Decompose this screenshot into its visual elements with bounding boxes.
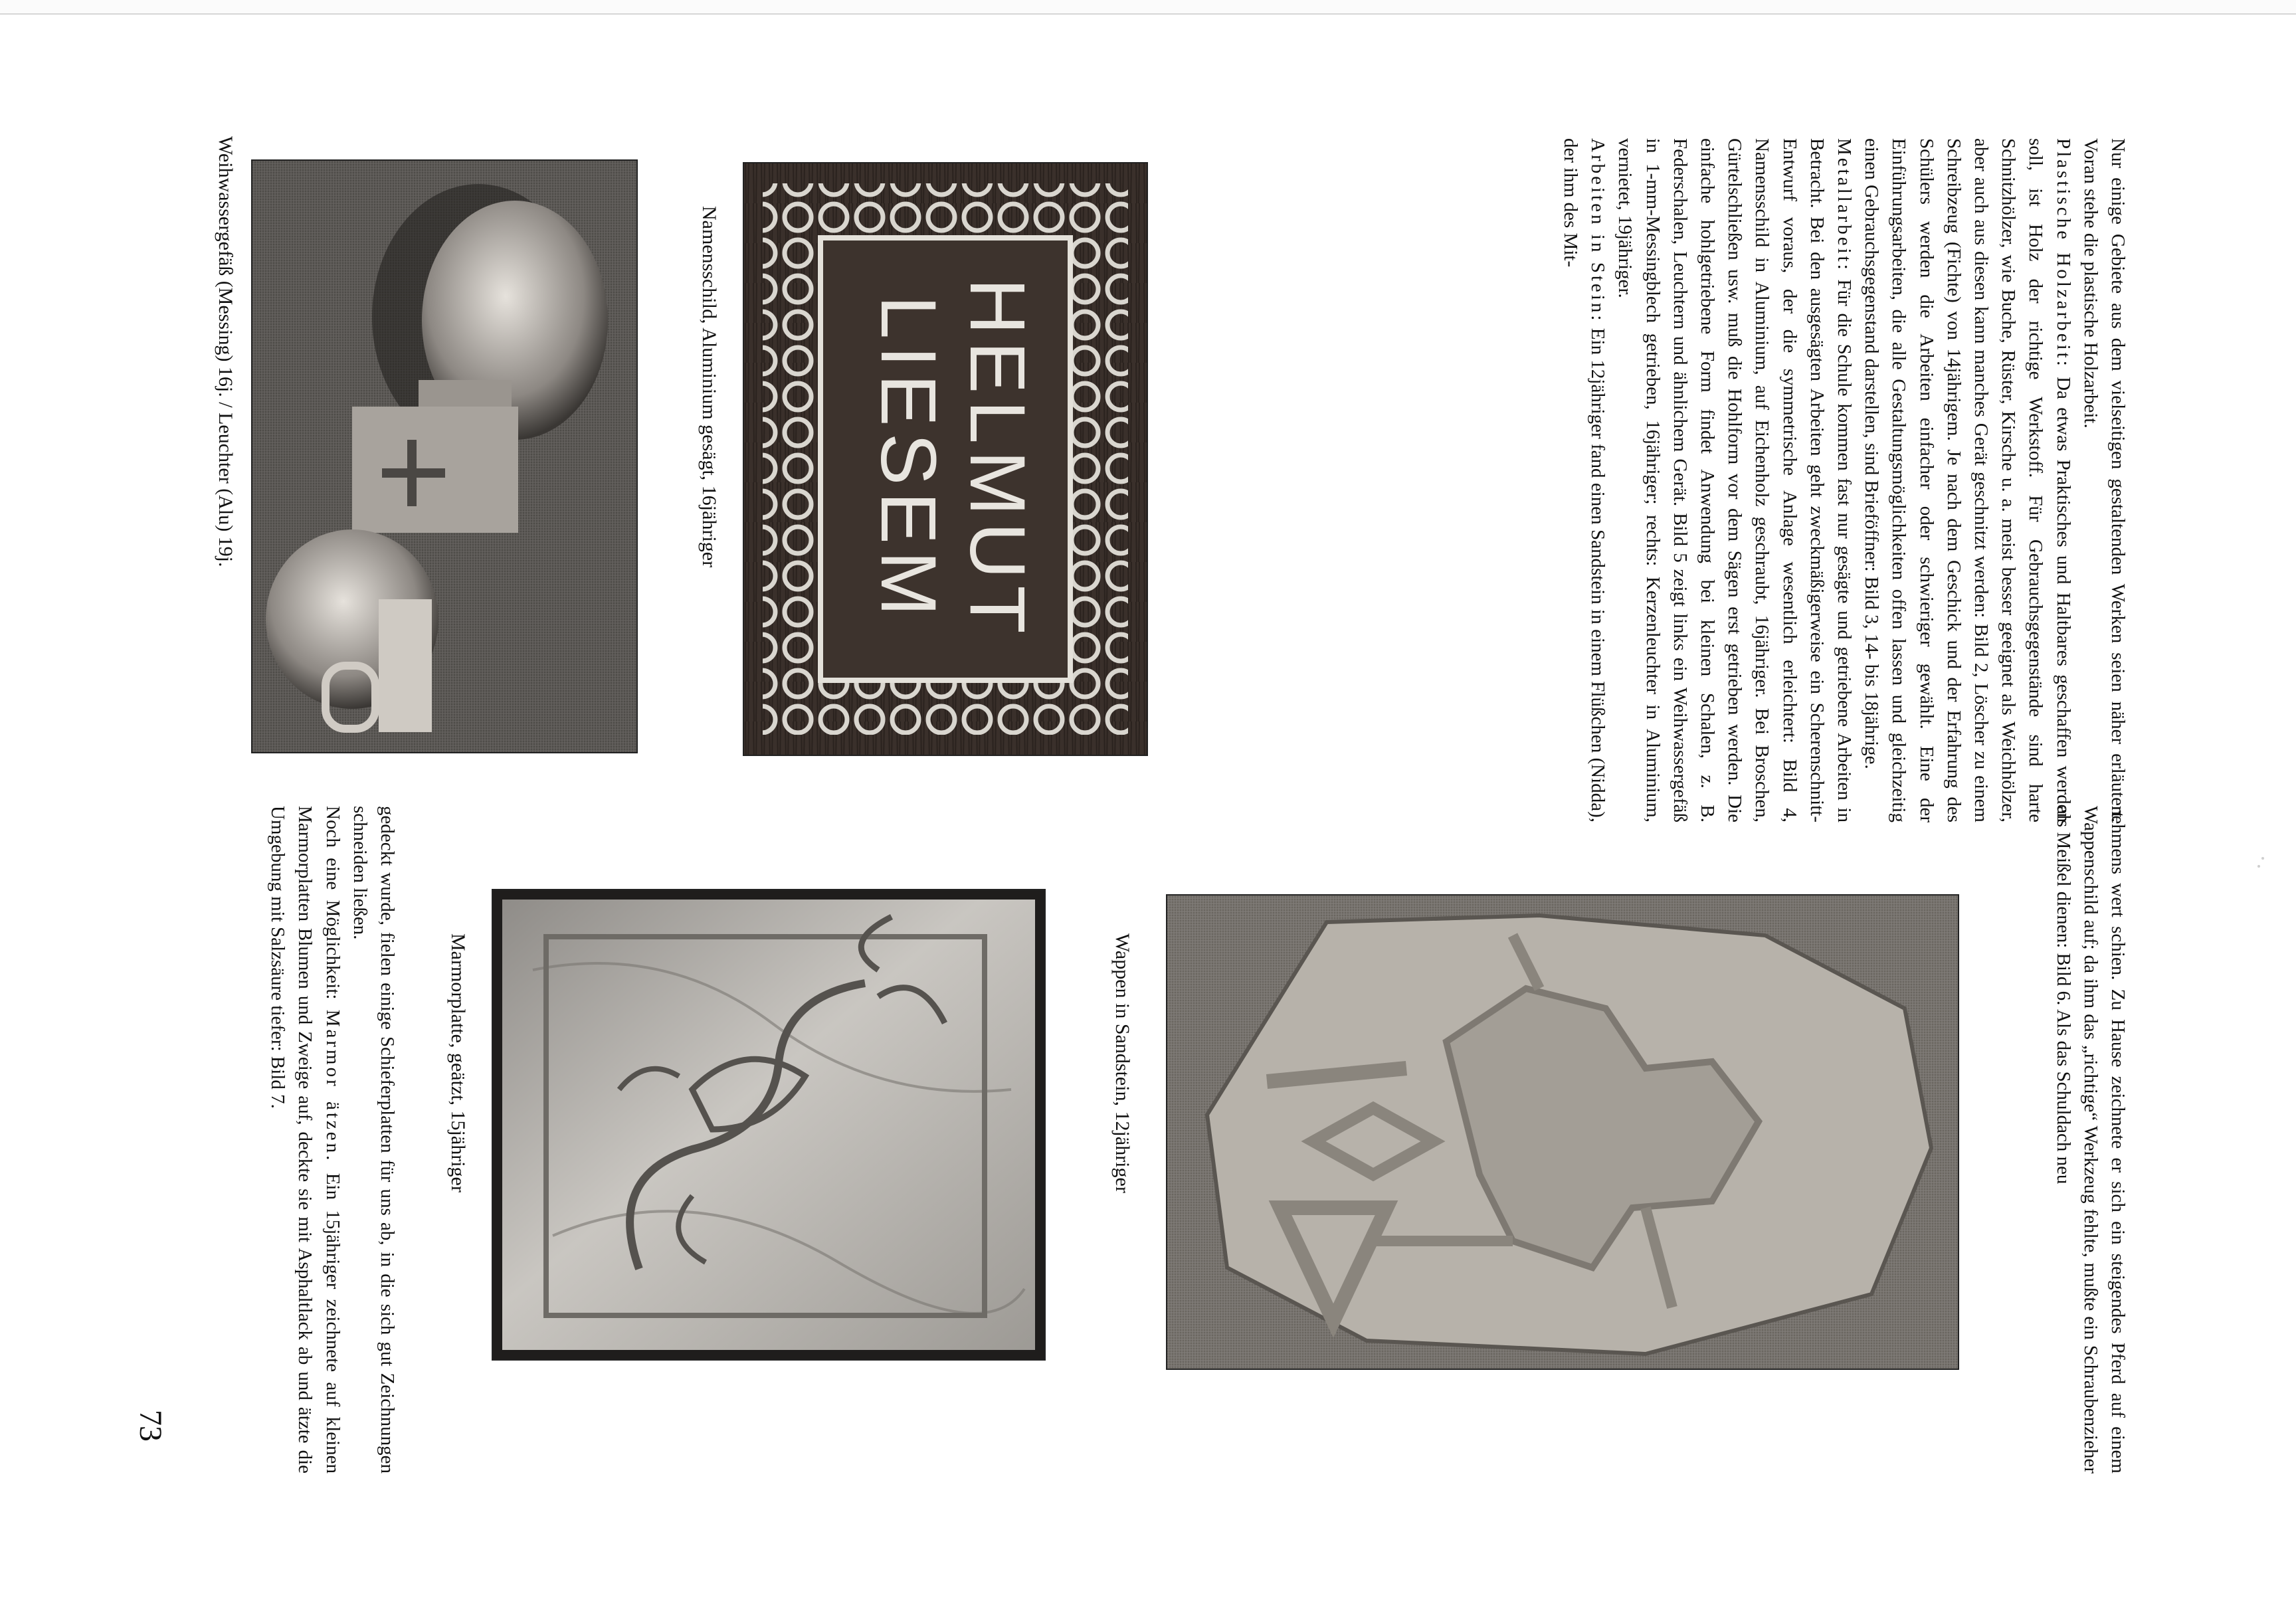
scan-top-edge [0,0,2296,15]
text-body [264,806,401,1474]
marble-paragraph: Noch eine Möglichkeit: Marmor ätzen. Ein 15jähriger zeichnete auf kleinen Marmorplatten Blumen und Zweige auf, deckte sie mit Asphaltlack ab und ätzte die Umgebung mit Salzsäure tiefer: Bild 7. [267,806,343,1474]
main-text-column [1201,138,2131,822]
text-body [1557,138,2131,822]
svg-text:LIESEM: LIESEM [864,295,952,623]
marble-caption: Marmorplatte, geätzt, 15jähriger [447,933,469,1192]
name-plate-image [744,163,1147,755]
marble-caption-box [444,933,470,1319]
text-body [2049,806,2131,1474]
wood-paragraph: Plastische Holzarbeit: Da etwas Praktisches und Haltbares geschaffen werden soll, ist Holz der richtige Werkstoff. Für Gebrauchsgegenstände sind harte Schnitzhölzer, wie Buche, Rüster, Kirsche u. a. meist besser geeignet als Weichhölzer, aber auch aus diesen kann manches Gerät geschnitzt werden: Bild 2, Löscher zu einem Schreibzeug (Fichte) von 14jährigem. Je nach dem Geschick und der Erfahrung des Schülers werden die Arbeiten einfacher oder schwieriger gewählt. Eine der Einführungsarbeiten, die alle Gestaltungsmöglichkeiten offen lassen und gleichzeitig einen Gebrauchsgegenstand darstellen, sind Brieföffner: Bild 3, 14- bis 18jährige. [1861,138,2074,823]
svg-text:HELMUT: HELMUT [953,278,1041,640]
name-plate-caption: Namensschild, Aluminium gesägt, 16jähriger [698,206,720,568]
coat-of-arms-caption: Wappen in Sandstein, 12jähriger [1111,933,1133,1193]
coat-of-arms-caption-box [1108,933,1135,1332]
slate-paragraph: gedeckt wurde, fielen einige Schieferplatten für uns ab, in die sich gut Zeichnungen schneiden ließen. [349,806,398,1474]
holy-water-photo [251,159,638,753]
marble-plate-image [493,890,1044,1359]
scan-speck [2261,857,2264,860]
holy-water-image [252,161,636,752]
metal-paragraph: Metallarbeit: Für die Schule kommen fast nur gesägte und getriebene Arbeiten in Betracht. Bei den ausgesägten Arbeiten geht zweckmäßigerweise ein Scherenschnitt-Entwurf voraus, der die symmetrische Anlage wesentlich erleichtert: Bild 4, Namensschild in Aluminium, auf Eichenholz geschraubt, 16jähriger. Bei Broschen, Gürtelschließen usw. muß die Hohlform vor dem Sägen erst getrieben werden. Die einfache hohlgetriebene Form findet Anwendung bei kleinen Schalen, z. B. Federschalen, Leuchtern und ähnlichem Gerät. Bild 5 zeigt links ein Weihwassergefäß in 1-mm-Messingblech getrieben, 16jähriger; rechts: Kerzenleuchter in Aluminium, vernietet, 19jähriger. [1614,138,1855,823]
name-plate-photo [743,162,1148,756]
stone-continuation-paragraph: nehmens wert schien. Zu Hause zeichnete er sich ein steigendes Pferd auf einem Wappenschild auf; da ihm das „richtige“ Werkzeug fehlte, mußte ein Schraubenzieher als Meißel dienen: Bild 6. Als das Schuldach neu [2052,806,2129,1474]
page-number-box [132,1410,166,1448]
holy-water-caption-box [211,136,238,787]
page-number: 73 [133,1410,168,1442]
scan-speck [2257,865,2260,868]
stone-paragraph: Arbeiten in Stein: Ein 12jähriger fand einen Sandstein in einem Flüßchen (Nidda), der ihm des Mit- [1559,138,1609,823]
lower-text-column [211,806,401,1474]
continuation-text-column [1978,806,2131,1474]
marble-plate-photo [492,889,1046,1361]
intro-paragraph: Nur einige Gebiete aus dem vielseitigen gestaltenden Werken seien näher erläutert. Voran stehe die plastische Holzarbeit. [2079,138,2129,822]
coat-of-arms-photo [1166,894,1959,1370]
coat-of-arms-image [1167,896,1958,1369]
holy-water-caption: Weihwassergefäß (Messing) 16j. / Leuchter (Alu) 19j. [215,136,237,567]
name-plate-caption-box [695,206,721,711]
